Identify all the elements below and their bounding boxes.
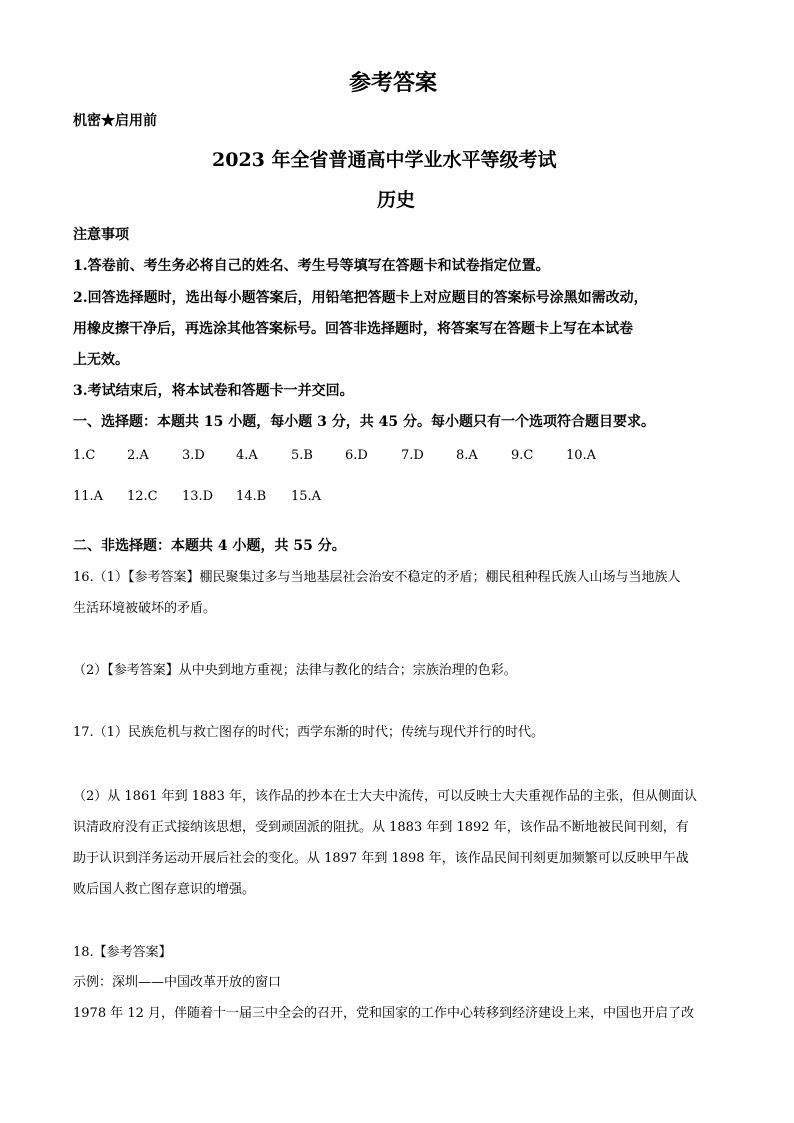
notes-item-3: 3.考试结束后，将本试卷和答题卡一并交回。: [73, 383, 354, 399]
answer-item: 7.D: [401, 448, 424, 463]
answer-item: 9.C: [511, 448, 534, 463]
answer-item: 4.A: [236, 448, 258, 463]
q18-heading: 18.【参考答案】: [73, 945, 172, 960]
section-2-heading: 二、非选择题：本题共 4 小题，共 55 分。: [73, 538, 346, 554]
q17-part2-line-4: 败后国人救亡图存意识的增强。: [73, 882, 256, 897]
notes-heading: 注意事项: [73, 227, 129, 243]
exam-title: 2023 年全省普通高中学业水平等级考试: [212, 149, 557, 171]
confidential-label: 机密★启用前: [73, 113, 157, 129]
q16-part1-line-2: 生活环境被破坏的矛盾。: [73, 601, 217, 616]
notes-item-2-line-3: 上无效。: [73, 352, 129, 368]
q16-part2: （2）【参考答案】从中央到地方重视；法律与教化的结合；宗族治理的色彩。: [73, 663, 517, 678]
page-title: 参考答案: [349, 70, 438, 96]
q17-part2-line-1: （2）从 1861 年到 1883 年，该作品的抄本在士大夫中流传，可以反映士大夫重视作品的主张，但从侧面认: [73, 789, 697, 804]
answer-item: 10.A: [566, 448, 597, 463]
answer-item: 13.D: [182, 489, 214, 504]
q17-part2-line-3: 助于认识到洋务运动开展后社会的变化。从 1897 年到 1898 年，该作品民间刊刻更加频繁可以反映甲午战: [73, 851, 689, 866]
notes-item-1: 1.答卷前、考生务必将自己的姓名、考生号等填写在答题卡和试卷指定位置。: [73, 258, 550, 274]
notes-item-2-line-1: 2.回答选择题时，选出每小题答案后，用铅笔把答题卡上对应题目的答案标号涂黑如需改动，: [73, 290, 648, 306]
q17-part1: 17.（1）民族危机与救亡图存的时代；西学东渐的时代；传统与现代并行的时代。: [73, 725, 544, 740]
q16-part1-line-1: 16.（1）【参考答案】棚民聚集过多与当地基层社会治安不稳定的矛盾；棚民租种程氏族人山场与当地族人: [73, 570, 681, 585]
answer-item: 12.C: [127, 489, 158, 504]
answer-item: 2.A: [127, 448, 149, 463]
notes-item-2-line-2: 用橡皮擦干净后，再选涂其他答案标号。回答非选择题时，将答案写在答题卡上写在本试卷: [73, 321, 633, 337]
answer-item: 8.A: [456, 448, 478, 463]
answer-item: 11.A: [73, 489, 104, 504]
answer-item: 15.A: [291, 489, 322, 504]
section-1-heading: 一、选择题：本题共 15 小题，每小题 3 分，共 45 分。每小题只有一个选项符合题目要求。: [73, 414, 655, 430]
subject-title: 历史: [377, 189, 416, 211]
q17-part2-line-2: 识清政府没有正式接纳该思想，受到顽固派的阻扰。从 1883 年到 1892 年，该作品不断地被民间刊刻，有: [73, 820, 689, 835]
answer-item: 6.D: [345, 448, 368, 463]
q18-example: 示例：深圳——中国改革开放的窗口: [73, 975, 282, 990]
answer-item: 1.C: [73, 448, 96, 463]
answer-item: 14.B: [236, 489, 267, 504]
answer-item: 5.B: [291, 448, 313, 463]
answer-item: 3.D: [182, 448, 205, 463]
q18-line-1: 1978 年 12 月，伴随着十一届三中全会的召开，党和国家的工作中心转移到经济建设上来，中国也开启了改: [73, 1006, 695, 1021]
